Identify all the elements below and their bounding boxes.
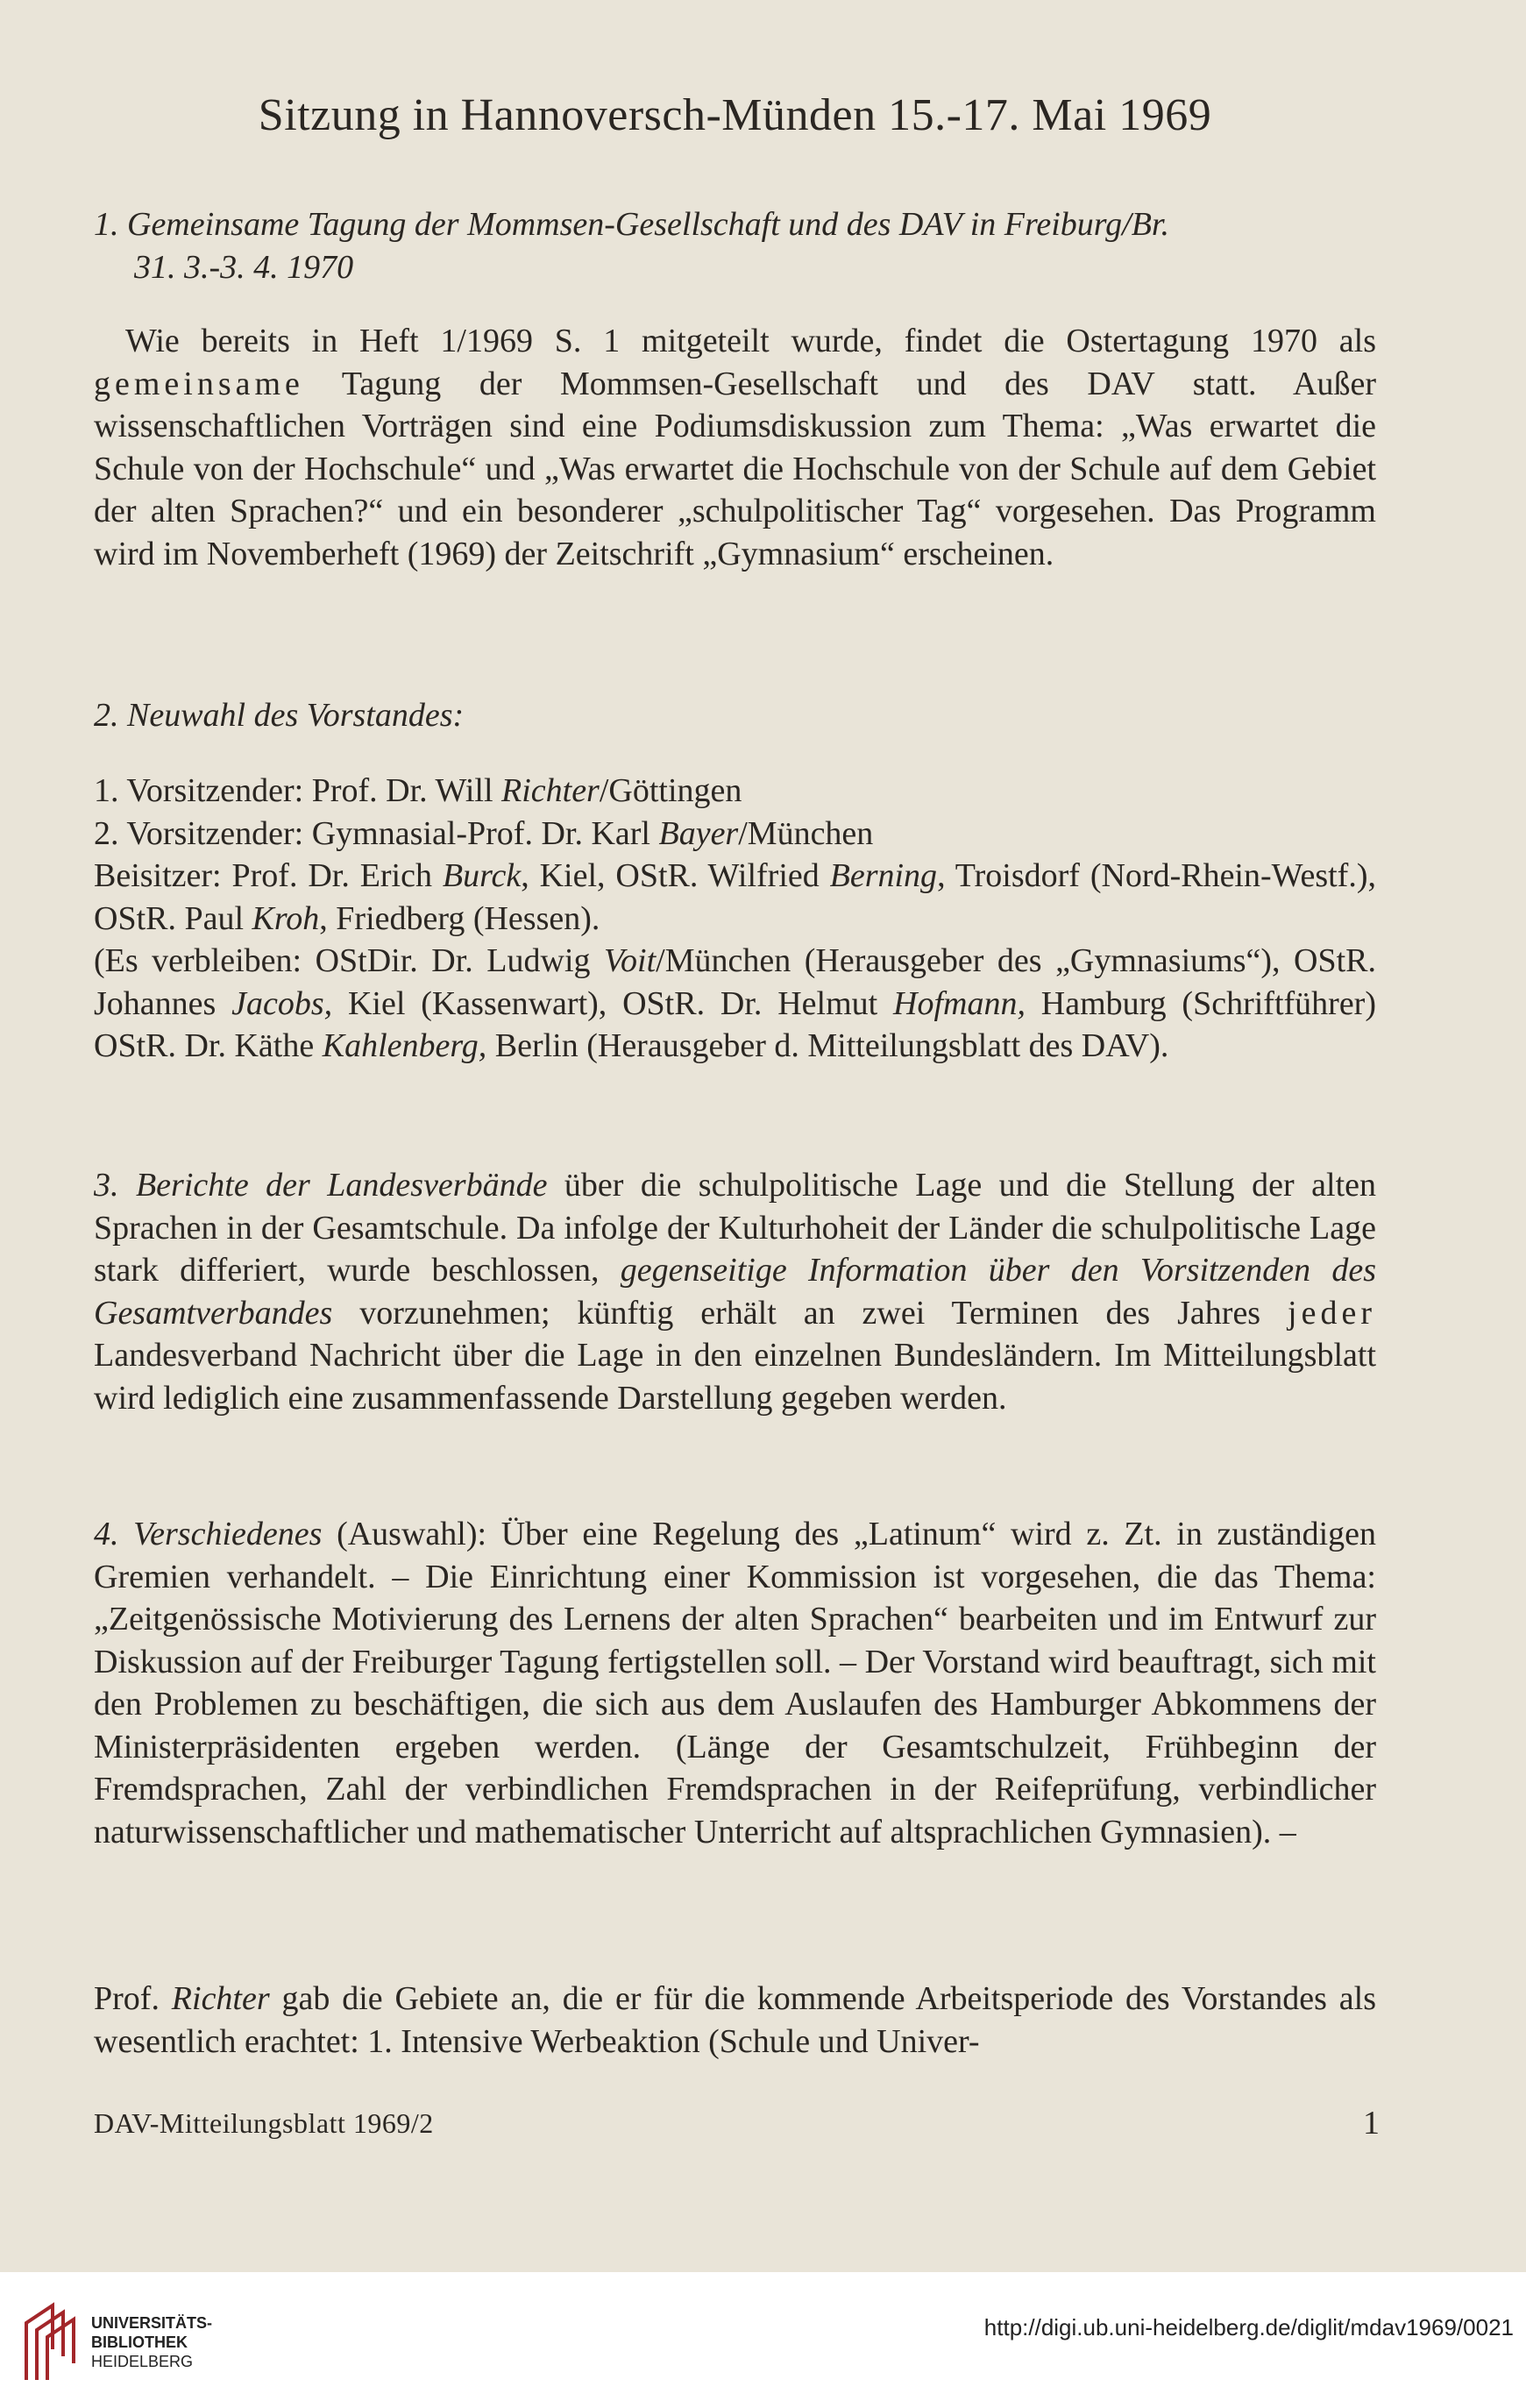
section-1-text-b: Tagung der Mommsen-Gesellschaft und des DAV statt. Außer wissenschaftlichen Vorträgen sind eine Podiumsdiskussion zum Thema: „Was erwartet die Schule von der Hochschule“ und „Was erwartet die Hochschule von der Schule auf dem Gebiet der alten Sprachen?“ und ein besonderer „schulpolitischer Tag“ vorgesehen. Das Programm wird im Novemberheft (1969) der Zeitschrift „Gymnasium“ erscheinen. xyxy=(94,365,1376,572)
closing-paragraph: Prof. Richter gab die Gebiete an, die er für die kommende Arbeitsperiode des Vorstandes als wesentlich erachtet: 1. Intensive Werbeaktion (Schule und Univer- xyxy=(94,1980,1376,2060)
footer-journal: DAV-Mitteilungsblatt 1969/2 xyxy=(94,2107,434,2139)
section-2-list xyxy=(94,770,1376,1068)
section-1-spaced-word: gemeinsame xyxy=(94,365,304,402)
chair-1-line: 1. Vorsitzender: Prof. Dr. Will Richter/Göttingen xyxy=(94,772,742,809)
section-1-paragraph xyxy=(94,320,1376,575)
section-3-paragraph: 3. Berichte der Landesverbände über die schulpolitische Lage und die Stellung der alten Sprachen in der Gesamtschule. Da infolge der Kulturhoheit der Länder die schulpolitische Lage stark differiert, wurde beschlossen, gegenseitige Information über den Vorsitzenden des Gesamtverbandes vorzunehmen; künftig erhält an zwei Terminen des Jahres jeder Landesverband Nachricht über die Lage in den einzelnen Bundesländern. Im Mitteilungsblatt wird lediglich eine zusammenfassende Darstellung gegeben werden. xyxy=(94,1167,1377,1417)
section-3-spaced-word: jeder xyxy=(1288,1294,1376,1332)
chair-1-name: Richter xyxy=(501,772,600,809)
library-name-line-3: HEIDELBERG xyxy=(91,2353,194,2370)
closing-name: Richter xyxy=(171,1980,270,2017)
library-logo-icon xyxy=(18,2297,84,2384)
chair-2-name: Bayer xyxy=(658,814,739,852)
section-3-italic: gegenseitige Information über den Vorsitzenden des Gesamtverbandes xyxy=(94,1252,1377,1332)
section-1-text-a: Wie bereits in Heft 1/1969 S. 1 mitgeteilt wurde, findet die Ostertagung 1970 als xyxy=(125,323,1376,359)
section-4-heading: 4. Verschiedenes xyxy=(94,1516,323,1552)
source-url-link[interactable]: http://digi.ub.uni-heidelberg.de/diglit/mdav1969/0021 xyxy=(983,2314,1514,2341)
library-name-line-2: BIBLIOTHEK xyxy=(91,2333,188,2351)
section-2-heading: 2. Neuwahl des Vorstandes: xyxy=(94,697,465,734)
assessors-paragraph: Beisitzer: Prof. Dr. Erich Burck, Kiel, OStR. Wilfried Berning, Troisdorf (Nord-Rhein-Westf.), OStR. Paul Kroh, Friedberg (Hessen). xyxy=(94,857,1376,937)
section-3-heading: 3. Berichte der Landesverbände xyxy=(94,1167,548,1204)
remaining-members-paragraph: (Es verbleiben: OStDir. Dr. Ludwig Voit/München (Herausgeber des „Gymnasiums“), OStR. Johannes Jacobs, Kiel (Kassenwart), OStR. Dr. Helmut Hofmann, Hamburg (Schriftführer) OStR. Dr. Käthe Kahlenberg, Berlin (Herausgeber d. Mitteilungsblatt des DAV). xyxy=(94,942,1376,1064)
chair-2-line: 2. Vorsitzender: Gymnasial-Prof. Dr. Karl Bayer/München xyxy=(94,814,874,852)
library-name-line-1: UNIVERSITÄTS- xyxy=(91,2314,213,2332)
library-name xyxy=(91,2313,212,2371)
section-1-number: 1. xyxy=(94,206,119,243)
section-4-paragraph: 4. Verschiedenes (Auswahl): Über eine Regelung des „Latinum“ wird z. Zt. in zuständigen Gremien verhandelt. – Die Einrichtung einer Kommission ist vorgesehen, die das Thema: „Zeitgenössische Motivierung des Lernens der alten Sprachen“ bearbeiten und im Entwurf zur Diskussion auf der Freiburger Tagung fertigstellen soll. – Der Vorstand wird beauftragt, sich mit den Problemen zu beschäftigen, die sich aus dem Auslaufen des Hamburger Abkommens der Ministerpräsidenten ergeben werden. (Länge der Gesamtschulzeit, Frühbeginn der Fremdsprachen, Zahl der verbindlichen Fremdsprachen in der Reifeprüfung, verbindlicher naturwissenschaftlicher und mathematischer Unterricht auf altsprachlichen Gymnasien). – xyxy=(94,1516,1376,1850)
page-number: 1 xyxy=(1363,2105,1380,2142)
page-title: Sitzung in Hannoversch-Münden 15.-17. Mai 1969 xyxy=(258,90,1212,140)
section-1-heading xyxy=(94,203,1376,288)
section-1-dates: 31. 3.-3. 4. 1970 xyxy=(134,248,354,286)
section-1-title: Gemeinsame Tagung der Mommsen-Gesellschaft und des DAV in Freiburg/Br. xyxy=(127,206,1170,243)
